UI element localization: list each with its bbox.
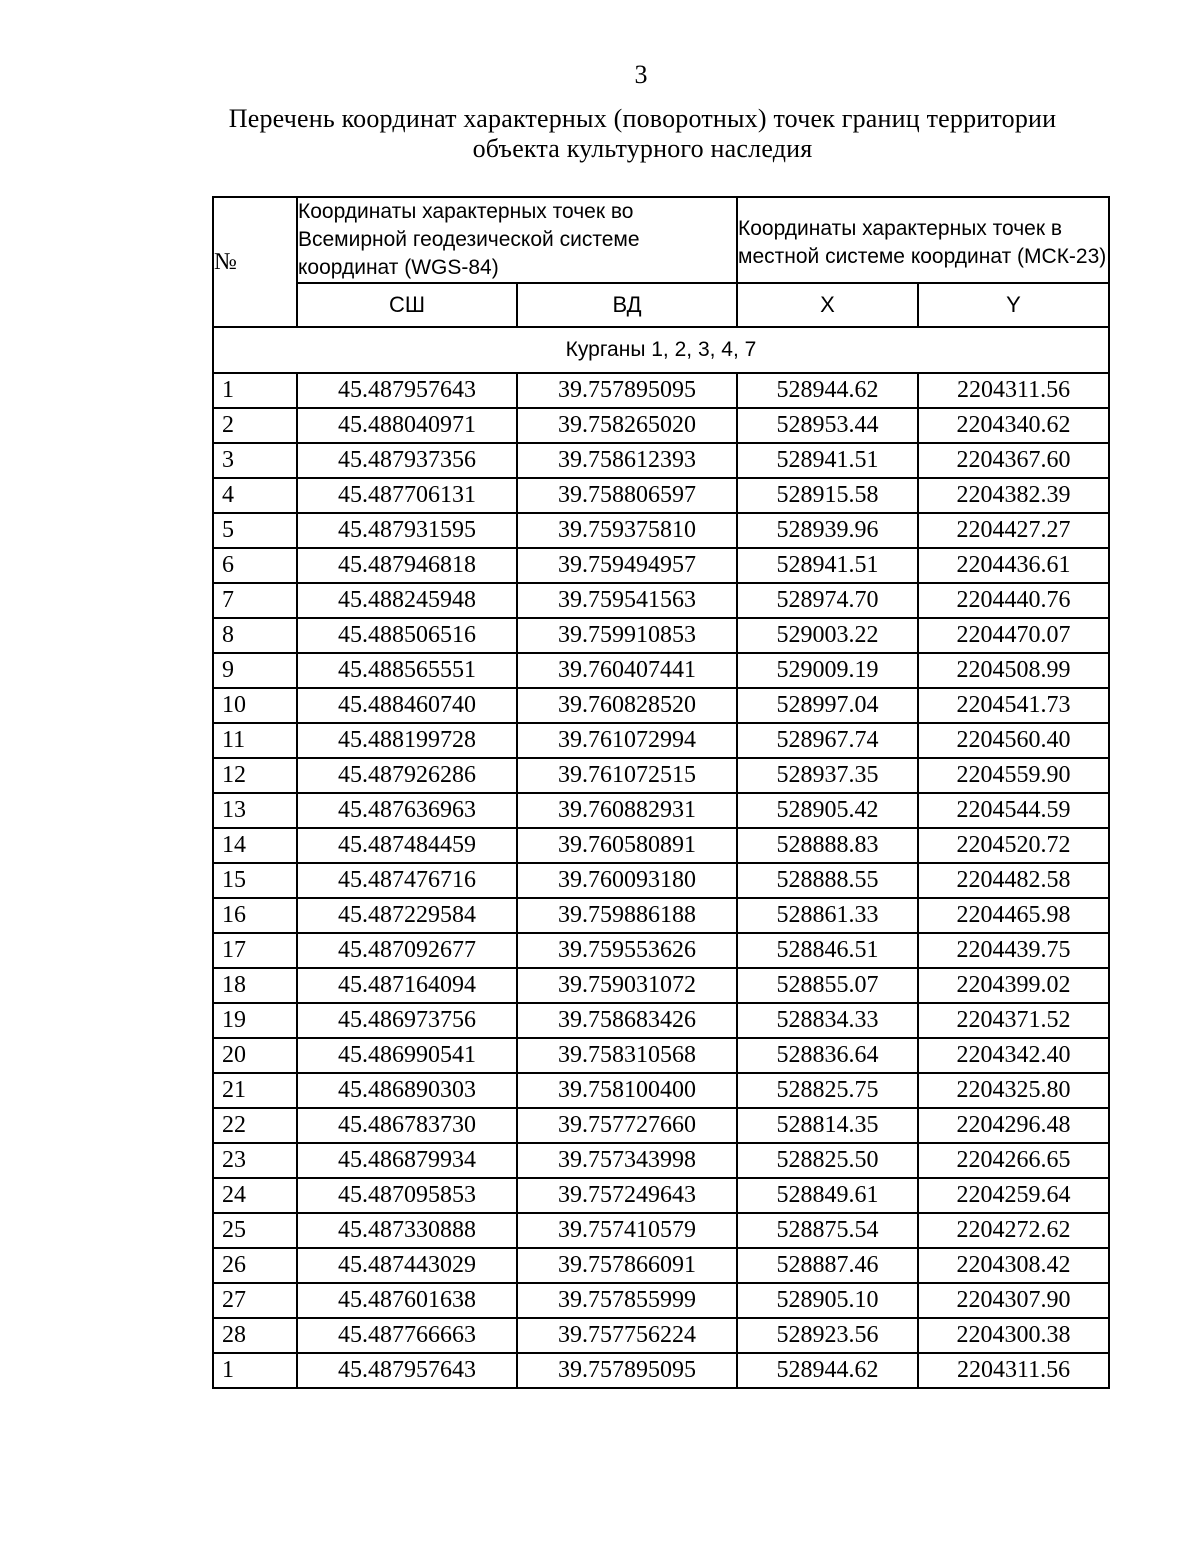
cell-longitude: 39.758612393 <box>517 443 737 478</box>
cell-y: 2204470.07 <box>918 618 1109 653</box>
cell-point-number: 6 <box>213 548 297 583</box>
table-row <box>213 968 1109 1003</box>
cell-x: 529009.19 <box>737 653 918 688</box>
cell-x: 528941.51 <box>737 443 918 478</box>
cell-longitude: 39.761072515 <box>517 758 737 793</box>
cell-point-number: 10 <box>213 688 297 723</box>
cell-point-number: 11 <box>213 723 297 758</box>
cell-point-number: 17 <box>213 933 297 968</box>
cell-point-number: 16 <box>213 898 297 933</box>
cell-x: 528834.33 <box>737 1003 918 1038</box>
cell-x: 528974.70 <box>737 583 918 618</box>
cell-longitude: 39.759031072 <box>517 968 737 1003</box>
cell-y: 2204439.75 <box>918 933 1109 968</box>
header-y: Y <box>918 283 1109 327</box>
cell-latitude: 45.487092677 <box>297 933 517 968</box>
cell-y: 2204399.02 <box>918 968 1109 1003</box>
cell-x: 528905.10 <box>737 1283 918 1318</box>
table-row <box>213 618 1109 653</box>
table-row <box>213 408 1109 443</box>
cell-point-number: 24 <box>213 1178 297 1213</box>
table-row <box>213 443 1109 478</box>
cell-y: 2204311.56 <box>918 1353 1109 1388</box>
page-number: 3 <box>634 60 648 89</box>
cell-x: 528888.83 <box>737 828 918 863</box>
cell-x: 528875.54 <box>737 1213 918 1248</box>
cell-x: 528944.62 <box>737 1353 918 1388</box>
cell-latitude: 45.488199728 <box>297 723 517 758</box>
cell-y: 2204325.80 <box>918 1073 1109 1108</box>
cell-latitude: 45.487706131 <box>297 478 517 513</box>
cell-latitude: 45.486973756 <box>297 1003 517 1038</box>
cell-point-number: 22 <box>213 1108 297 1143</box>
cell-y: 2204427.27 <box>918 513 1109 548</box>
cell-point-number: 19 <box>213 1003 297 1038</box>
cell-y: 2204508.99 <box>918 653 1109 688</box>
cell-y: 2204272.62 <box>918 1213 1109 1248</box>
cell-y: 2204266.65 <box>918 1143 1109 1178</box>
table-row <box>213 898 1109 933</box>
cell-longitude: 39.758806597 <box>517 478 737 513</box>
cell-latitude: 45.487601638 <box>297 1283 517 1318</box>
table-row <box>213 1353 1109 1388</box>
cell-y: 2204520.72 <box>918 828 1109 863</box>
cell-latitude: 45.487946818 <box>297 548 517 583</box>
table-row <box>213 548 1109 583</box>
table-row <box>213 653 1109 688</box>
cell-point-number: 4 <box>213 478 297 513</box>
cell-x: 528905.42 <box>737 793 918 828</box>
cell-latitude: 45.487095853 <box>297 1178 517 1213</box>
cell-latitude: 45.486879934 <box>297 1143 517 1178</box>
cell-longitude: 39.757343998 <box>517 1143 737 1178</box>
cell-point-number: 15 <box>213 863 297 898</box>
cell-point-number: 5 <box>213 513 297 548</box>
cell-x: 528997.04 <box>737 688 918 723</box>
cell-longitude: 39.758265020 <box>517 408 737 443</box>
cell-y: 2204544.59 <box>918 793 1109 828</box>
cell-longitude: 39.759553626 <box>517 933 737 968</box>
cell-y: 2204308.42 <box>918 1248 1109 1283</box>
cell-point-number: 13 <box>213 793 297 828</box>
cell-x: 528923.56 <box>737 1318 918 1353</box>
header-x: X <box>737 283 918 327</box>
cell-y: 2204367.60 <box>918 443 1109 478</box>
cell-point-number: 18 <box>213 968 297 1003</box>
cell-latitude: 45.487229584 <box>297 898 517 933</box>
cell-point-number: 28 <box>213 1318 297 1353</box>
cell-y: 2204300.38 <box>918 1318 1109 1353</box>
cell-longitude: 39.757866091 <box>517 1248 737 1283</box>
cell-longitude: 39.760580891 <box>517 828 737 863</box>
table-row <box>213 1213 1109 1248</box>
cell-x: 528915.58 <box>737 478 918 513</box>
cell-x: 528888.55 <box>737 863 918 898</box>
table-row <box>213 1283 1109 1318</box>
cell-y: 2204371.52 <box>918 1003 1109 1038</box>
cell-point-number: 25 <box>213 1213 297 1248</box>
table-row <box>213 583 1109 618</box>
table-row <box>213 758 1109 793</box>
cell-longitude: 39.760407441 <box>517 653 737 688</box>
cell-longitude: 39.759541563 <box>517 583 737 618</box>
cell-y: 2204307.90 <box>918 1283 1109 1318</box>
header-msk23-group: Координаты характерных точек в местной системе координат (МСК-23) <box>737 197 1109 283</box>
cell-x: 528861.33 <box>737 898 918 933</box>
cell-longitude: 39.759910853 <box>517 618 737 653</box>
coordinates-table <box>212 196 1110 1389</box>
cell-point-number: 7 <box>213 583 297 618</box>
cell-latitude: 45.488506516 <box>297 618 517 653</box>
cell-y: 2204482.58 <box>918 863 1109 898</box>
cell-longitude: 39.759494957 <box>517 548 737 583</box>
cell-longitude: 39.758683426 <box>517 1003 737 1038</box>
cell-x: 528967.74 <box>737 723 918 758</box>
cell-latitude: 45.486783730 <box>297 1108 517 1143</box>
cell-point-number: 2 <box>213 408 297 443</box>
table-row <box>213 1248 1109 1283</box>
cell-longitude: 39.758310568 <box>517 1038 737 1073</box>
cell-y: 2204560.40 <box>918 723 1109 758</box>
table-row <box>213 1178 1109 1213</box>
table-row <box>213 1143 1109 1178</box>
cell-point-number: 21 <box>213 1073 297 1108</box>
header-longitude: ВД <box>517 283 737 327</box>
cell-x: 528836.64 <box>737 1038 918 1073</box>
cell-latitude: 45.487926286 <box>297 758 517 793</box>
table-row <box>213 1318 1109 1353</box>
cell-x: 528825.75 <box>737 1073 918 1108</box>
cell-latitude: 45.488040971 <box>297 408 517 443</box>
cell-point-number: 9 <box>213 653 297 688</box>
header-latitude: СШ <box>297 283 517 327</box>
table-row <box>213 863 1109 898</box>
cell-latitude: 45.487476716 <box>297 863 517 898</box>
cell-point-number: 8 <box>213 618 297 653</box>
cell-y: 2204259.64 <box>918 1178 1109 1213</box>
coordinates-table-body <box>213 327 1109 1388</box>
cell-latitude: 45.488245948 <box>297 583 517 618</box>
table-row <box>213 688 1109 723</box>
table-row <box>213 1108 1109 1143</box>
document-title-line-1: Перечень координат характерных (поворотных) точек границ территории <box>228 104 1057 133</box>
cell-longitude: 39.761072994 <box>517 723 737 758</box>
cell-longitude: 39.757855999 <box>517 1283 737 1318</box>
cell-x: 528846.51 <box>737 933 918 968</box>
cell-longitude: 39.758100400 <box>517 1073 737 1108</box>
document-title <box>150 104 1135 164</box>
cell-x: 528814.35 <box>737 1108 918 1143</box>
cell-point-number: 23 <box>213 1143 297 1178</box>
cell-latitude: 45.488565551 <box>297 653 517 688</box>
cell-y: 2204436.61 <box>918 548 1109 583</box>
table-row <box>213 933 1109 968</box>
cell-point-number: 14 <box>213 828 297 863</box>
cell-x: 528939.96 <box>737 513 918 548</box>
table-row <box>213 828 1109 863</box>
table-row <box>213 723 1109 758</box>
cell-x: 528953.44 <box>737 408 918 443</box>
cell-latitude: 45.488460740 <box>297 688 517 723</box>
cell-y: 2204465.98 <box>918 898 1109 933</box>
cell-y: 2204340.62 <box>918 408 1109 443</box>
cell-longitude: 39.760093180 <box>517 863 737 898</box>
cell-latitude: 45.487766663 <box>297 1318 517 1353</box>
cell-latitude: 45.487484459 <box>297 828 517 863</box>
cell-x: 528825.50 <box>737 1143 918 1178</box>
cell-latitude: 45.487330888 <box>297 1213 517 1248</box>
cell-x: 528849.61 <box>737 1178 918 1213</box>
cell-longitude: 39.759886188 <box>517 898 737 933</box>
table-row <box>213 478 1109 513</box>
cell-x: 528937.35 <box>737 758 918 793</box>
header-number: № <box>213 197 297 327</box>
cell-latitude: 45.487443029 <box>297 1248 517 1283</box>
cell-longitude: 39.757895095 <box>517 1353 737 1388</box>
table-row <box>213 1003 1109 1038</box>
table-row <box>213 513 1109 548</box>
table-row <box>213 1073 1109 1108</box>
cell-longitude: 39.757895095 <box>517 373 737 408</box>
cell-point-number: 1 <box>213 373 297 408</box>
cell-longitude: 39.759375810 <box>517 513 737 548</box>
cell-point-number: 26 <box>213 1248 297 1283</box>
cell-longitude: 39.757756224 <box>517 1318 737 1353</box>
cell-x: 528855.07 <box>737 968 918 1003</box>
section-title: Курганы 1, 2, 3, 4, 7 <box>213 327 1109 373</box>
cell-longitude: 39.757410579 <box>517 1213 737 1248</box>
cell-point-number: 3 <box>213 443 297 478</box>
cell-latitude: 45.487931595 <box>297 513 517 548</box>
header-wgs84-group: Координаты характерных точек во Всемирной геодезической системе координат (WGS-84) <box>297 197 737 283</box>
cell-latitude: 45.486990541 <box>297 1038 517 1073</box>
cell-latitude: 45.486890303 <box>297 1073 517 1108</box>
cell-longitude: 39.757249643 <box>517 1178 737 1213</box>
cell-point-number: 1 <box>213 1353 297 1388</box>
document-title-line-2: объекта культурного наследия <box>472 134 813 163</box>
cell-y: 2204382.39 <box>918 478 1109 513</box>
cell-y: 2204342.40 <box>918 1038 1109 1073</box>
table-row <box>213 1038 1109 1073</box>
cell-longitude: 39.757727660 <box>517 1108 737 1143</box>
cell-x: 528941.51 <box>737 548 918 583</box>
cell-latitude: 45.487937356 <box>297 443 517 478</box>
cell-latitude: 45.487957643 <box>297 373 517 408</box>
cell-y: 2204296.48 <box>918 1108 1109 1143</box>
cell-x: 528887.46 <box>737 1248 918 1283</box>
cell-x: 529003.22 <box>737 618 918 653</box>
cell-point-number: 20 <box>213 1038 297 1073</box>
cell-x: 528944.62 <box>737 373 918 408</box>
cell-point-number: 27 <box>213 1283 297 1318</box>
cell-longitude: 39.760882931 <box>517 793 737 828</box>
cell-latitude: 45.487957643 <box>297 1353 517 1388</box>
cell-point-number: 12 <box>213 758 297 793</box>
cell-latitude: 45.487164094 <box>297 968 517 1003</box>
table-row <box>213 793 1109 828</box>
cell-longitude: 39.760828520 <box>517 688 737 723</box>
cell-y: 2204559.90 <box>918 758 1109 793</box>
cell-latitude: 45.487636963 <box>297 793 517 828</box>
cell-y: 2204541.73 <box>918 688 1109 723</box>
cell-y: 2204311.56 <box>918 373 1109 408</box>
cell-y: 2204440.76 <box>918 583 1109 618</box>
table-row <box>213 373 1109 408</box>
